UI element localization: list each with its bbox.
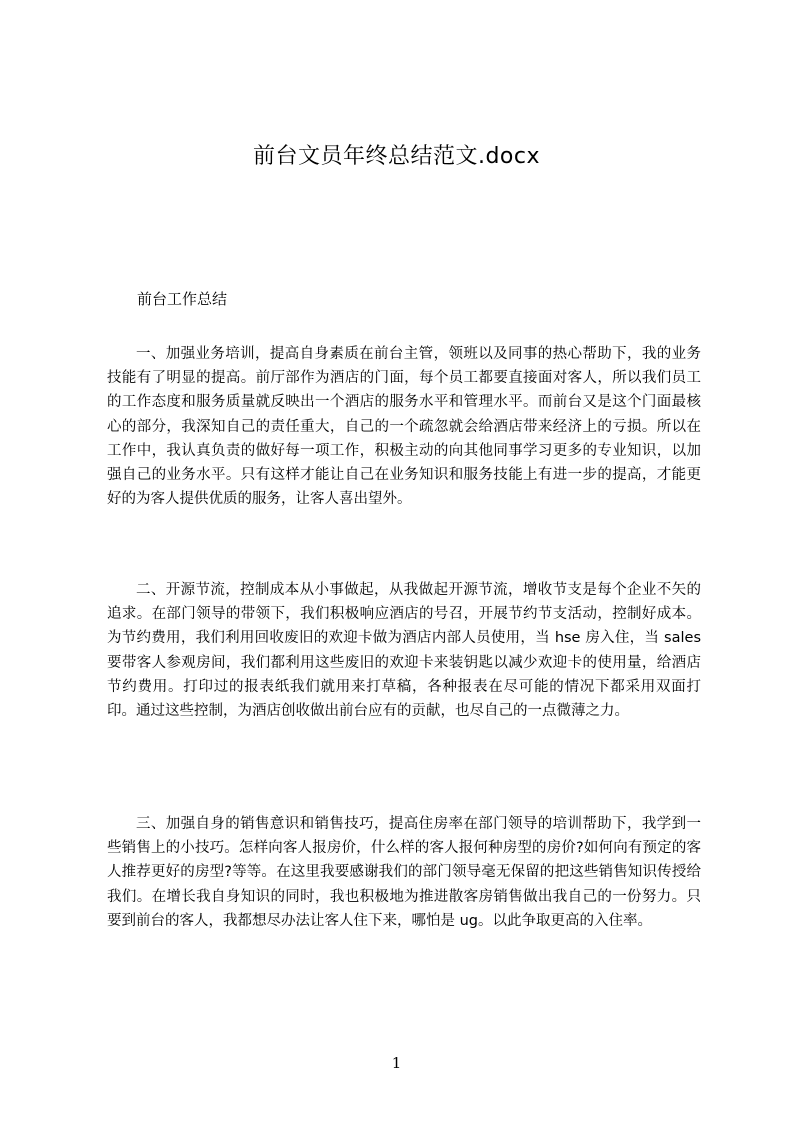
section-heading: 前台工作总结	[137, 290, 228, 308]
paragraph-3: 三、加强自身的销售意识和销售技巧，提高住房率在部门领导的培训帮助下，我学到一些销售上的小技巧。怎样向客人报房价，什么样的客人报何种房型的房价?如何向有预定的客人推荐更好的房型?等等。在这里我要感谢我们的部门领导毫无保留的把这些销售知识传授给我们。在增长我自身知识的同时，我也积极地为推进散客房销售做出我自己的一份努力。只要到前台的客人，我都想尽办法让客人住下来，哪怕是 ug。以此争取更高的入住率。	[107, 816, 701, 929]
page-number: 1	[391, 1054, 402, 1072]
document-title: 前台文员年终总结范文.docx	[252, 144, 541, 169]
paragraph-1: 一、加强业务培训，提高自身素质在前台主管，领班以及同事的热心帮助下，我的业务技能有了明显的提高。前厅部作为酒店的门面，每个员工都要直接面对客人，所以我们员工的工作态度和服务质量就反映出一个酒店的服务水平和管理水平。而前台又是这个门面最核心的部分，我深知自己的责任重大，自己的一个疏忽就会给酒店带来经济上的亏损。所以在工作中，我认真负责的做好每一项工作，积极主动的向其他同事学习更多的专业知识，以加强自己的业务水平。只有这样才能让自己在业务知识和服务技能上有进一步的提高，才能更好的为客人提供优质的服务，让客人喜出望外。	[107, 346, 701, 508]
paragraph-2: 二、开源节流，控制成本从小事做起，从我做起开源节流，增收节支是每个企业不矢的追求。在部门领导的带领下，我们积极响应酒店的号召，开展节约节支活动，控制好成本。为节约费用，我们利用回收废旧的欢迎卡做为酒店内部人员使用，当 hse 房入住，当 sales 要带客人参观房间，我们都利用这些废旧的欢迎卡来装钥匙以减少欢迎卡的使用量，给酒店节约费用。打印过的报表纸我们就用来打草稿，各种报表在尽可能的情况下都采用双面打印。通过这些控制，为酒店创收做出前台应有的贡献，也尽自己的一点微薄之力。	[107, 582, 701, 720]
